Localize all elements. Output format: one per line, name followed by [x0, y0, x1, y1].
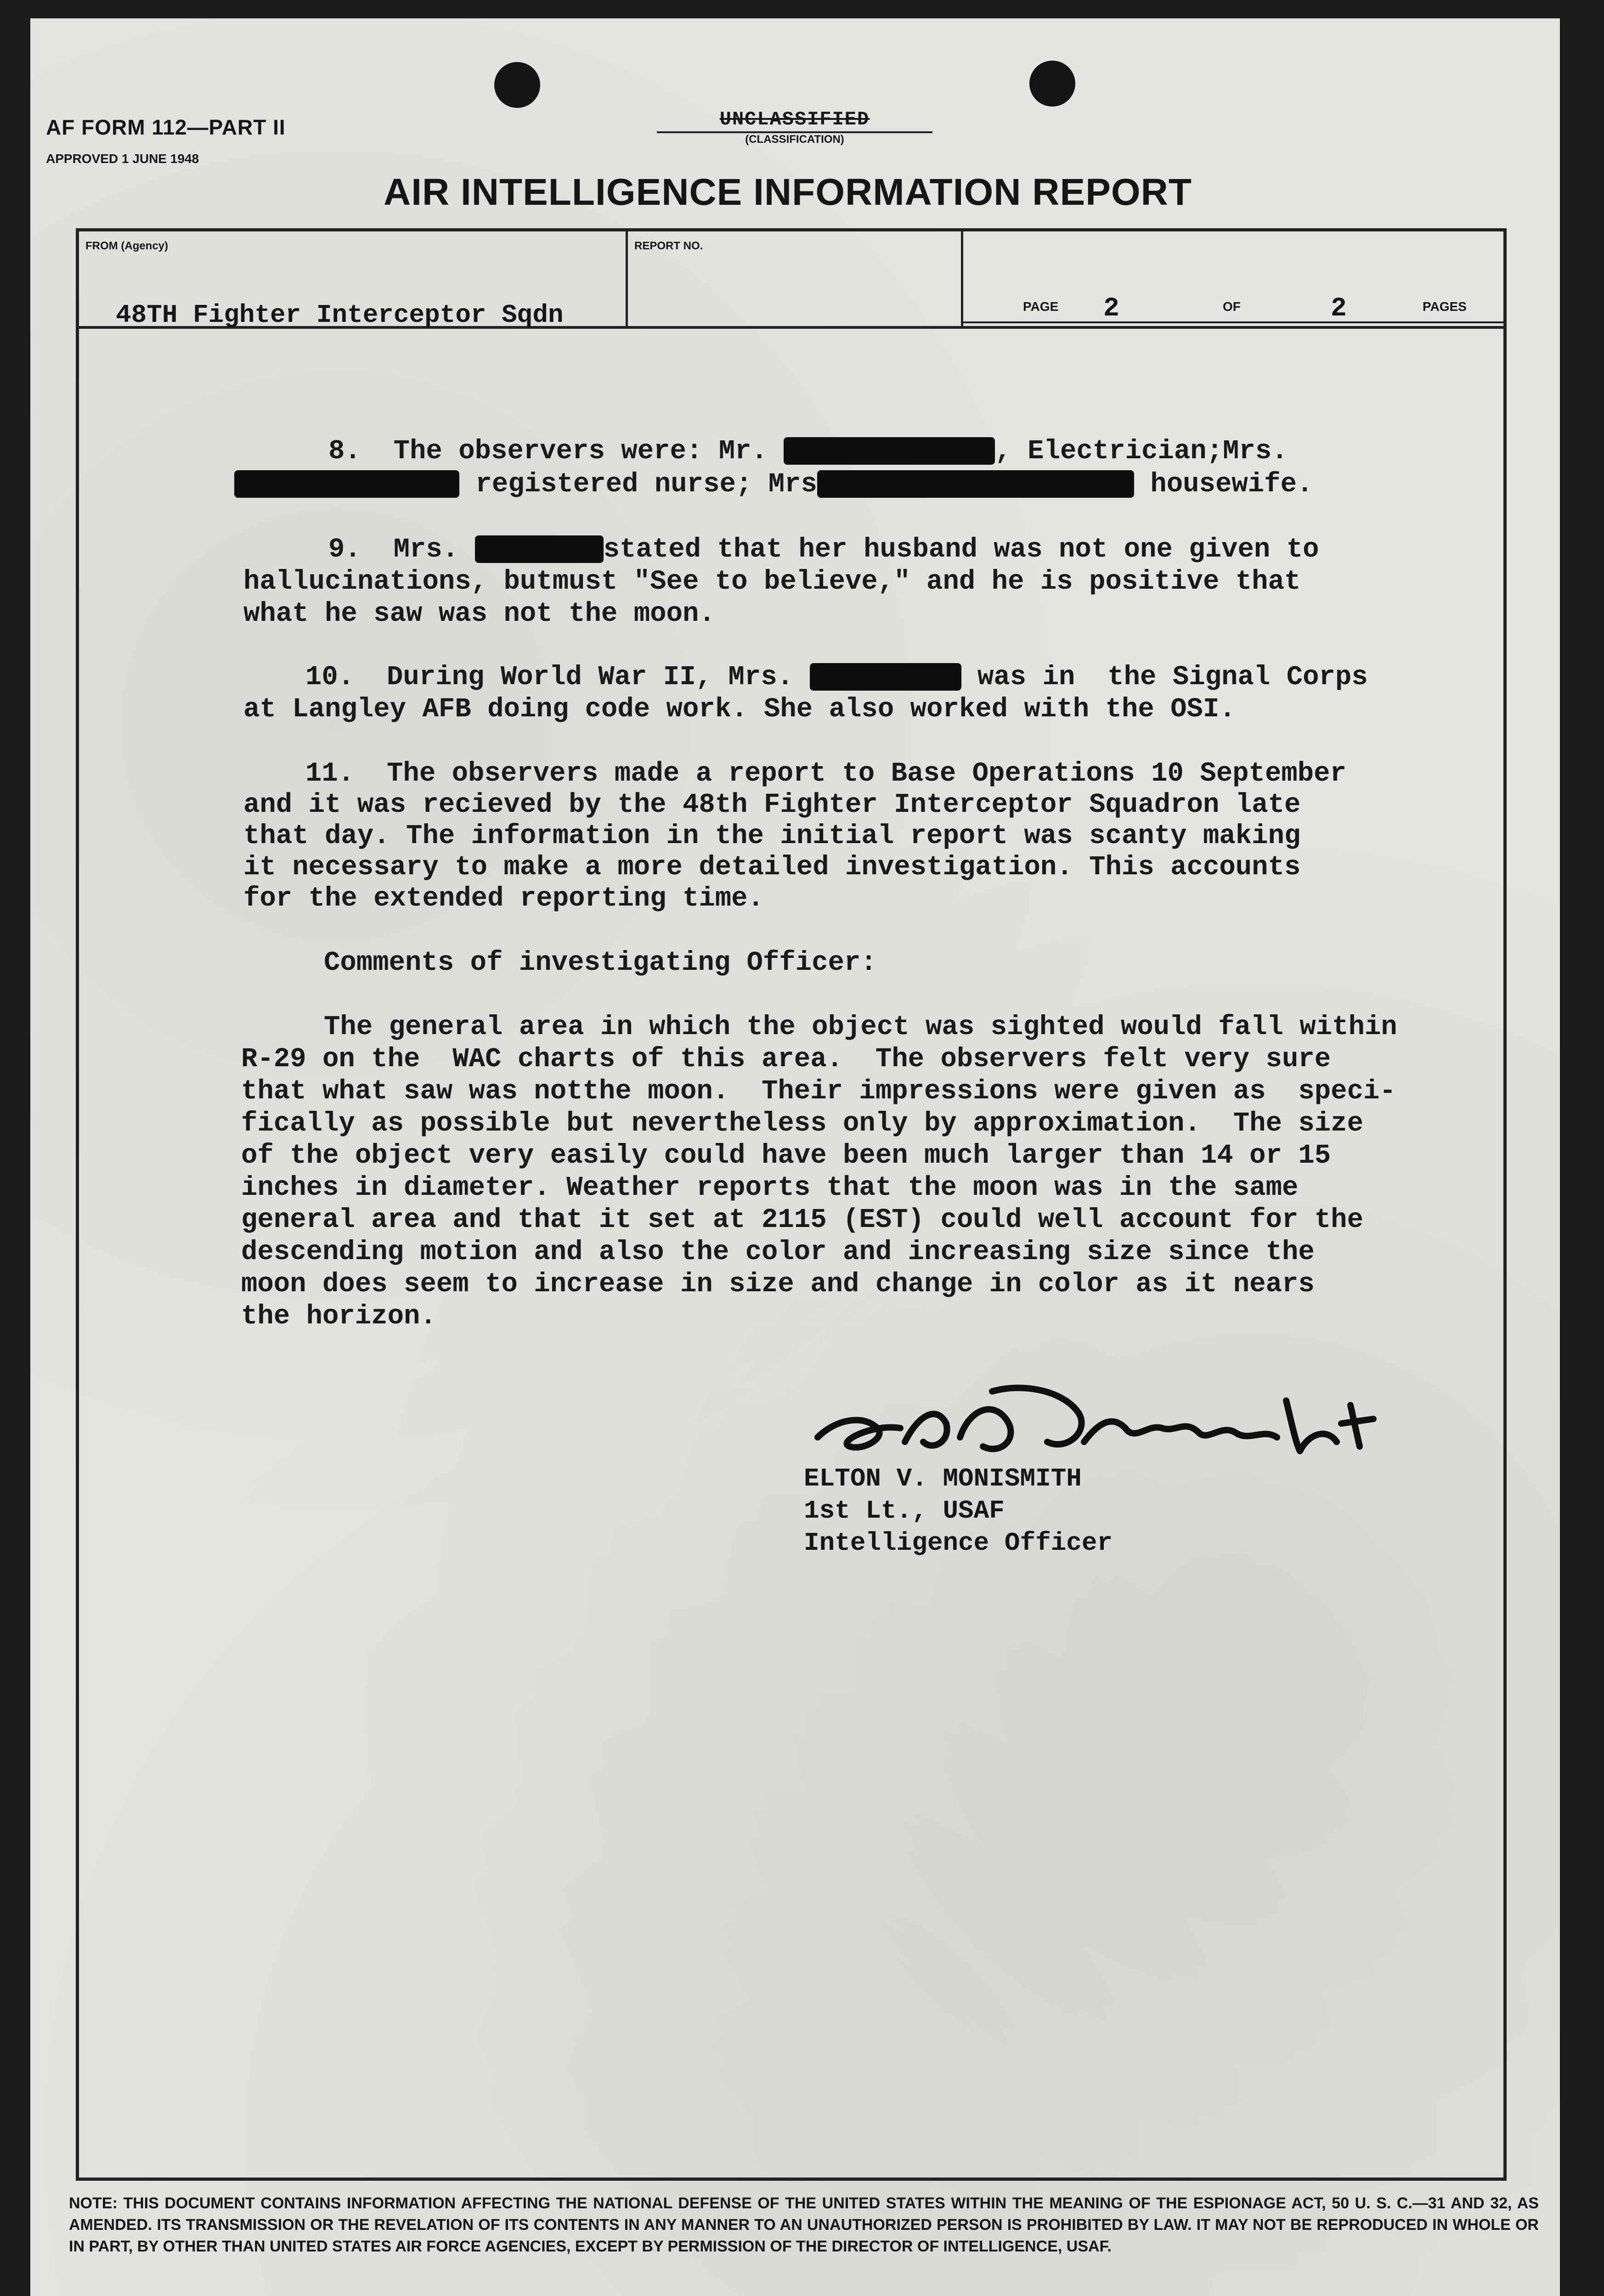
report-no-label: REPORT NO.	[634, 240, 703, 252]
page-number: 2	[1103, 294, 1119, 324]
comments-line1: The general area in which the object was sighted would fall within	[324, 1012, 1397, 1042]
header-row	[79, 231, 1503, 329]
from-cell	[79, 231, 628, 330]
para9-line2: hallucinations, butmust "See to believe," and he is positive that	[243, 566, 1301, 597]
para9-line1	[328, 534, 1592, 566]
redaction	[817, 470, 1134, 498]
classification-top	[657, 108, 932, 146]
para10-line2: at Langley AFB doing code work. She also worked with the OSI.	[243, 694, 1236, 725]
para9-text-a: 9. Mrs.	[328, 534, 459, 565]
comments-line10: the horizon.	[241, 1301, 436, 1332]
page-cell	[963, 231, 1505, 326]
para9-text-b: stated that her husband was not one given to	[603, 534, 1319, 565]
comments-line9: moon does seem to increase in size and change in color as it nears	[241, 1269, 1315, 1300]
punch-hole-left	[494, 62, 540, 108]
para11-line1: 11. The observers made a report to Base Operations 10 September	[305, 758, 1346, 789]
para11-line5: for the extended reporting time.	[243, 883, 764, 914]
para11-line3: that day. The information in the initial report was scanty making	[243, 821, 1301, 851]
comments-line7: general area and that it set at 2115 (EST) could well account for the	[241, 1204, 1363, 1235]
from-value: 48TH Fighter Interceptor Sqdn	[116, 300, 564, 330]
comments-heading: Comments of investigating Officer:	[324, 947, 877, 978]
classification-value: UNCLASSIFIED	[719, 108, 870, 130]
para8-text-d: housewife.	[1134, 469, 1313, 500]
para11-line2: and it was recieved by the 48th Fighter Interceptor Squadron late	[243, 789, 1301, 820]
page-label: PAGE	[1023, 299, 1059, 314]
para11-line4: it necessary to make a more detailed investigation. This accounts	[243, 852, 1301, 883]
comments-line3: that what saw was notthe moon. Their impressions were given as speci-	[241, 1076, 1396, 1107]
para8-text-b: , Electrician;Mrs.	[995, 436, 1288, 467]
para9-line3: what he saw was not the moon.	[243, 598, 715, 629]
para10-text-b: was in the Signal Corps	[961, 662, 1368, 692]
classification-label: (CLASSIFICATION)	[745, 133, 844, 146]
comments-line6: inches in diameter. Weather reports that the moon was in the same	[241, 1172, 1299, 1203]
page-total: 2	[1331, 294, 1347, 324]
comments-line4: fically as possible but nevertheless only by approximation. The size	[241, 1108, 1363, 1139]
redaction	[234, 470, 459, 498]
para8-text-a: 8. The observers were: Mr.	[328, 436, 768, 467]
signer-name: ELTON V. MONISMITH	[804, 1464, 1082, 1493]
para8-line1	[328, 435, 1592, 467]
espionage-act-notice: NOTE: THIS DOCUMENT CONTAINS INFORMATION AFFECTING THE NATIONAL DEFENSE OF THE UNITED STATES WITHIN THE MEANING OF THE ESPIONAGE ACT, 50 U. S. C.—31 AND 32, AS AMENDED. ITS TRANSMISSION OR THE REVELATION OF ITS CONTENTS IN ANY MANNER TO AN UNAUTHORIZED PERSON IS PROHIBITED BY LAW. IT MAY NOT BE REPRODUCED IN WHOLE OR IN PART, BY OTHER THAN UNITED STATES AIR FORCE AGENCIES, EXCEPT BY PERMISSION OF THE DIRECTOR OF INTELLIGENCE, USAF.	[69, 2195, 1539, 2255]
form-id: AF FORM 112—PART II	[46, 115, 286, 139]
signer-title: Intelligence Officer	[804, 1528, 1113, 1558]
page-divider	[963, 321, 1505, 323]
of-label: OF	[1223, 299, 1241, 314]
comments-line2: R-29 on the WAC charts of this area. The observers felt very sure	[241, 1044, 1331, 1075]
report-no-cell	[628, 231, 963, 326]
punch-hole-right	[1029, 61, 1075, 107]
approved-date: APPROVED 1 JUNE 1948	[46, 152, 199, 166]
para10-text-a: 10. During World War II, Mrs.	[305, 662, 794, 692]
signer-rank: 1st Lt., USAF	[804, 1496, 1005, 1525]
report-title: AIR INTELLIGENCE INFORMATION REPORT	[383, 171, 1192, 213]
para8-line2	[234, 468, 1497, 501]
redaction	[475, 535, 604, 563]
from-label: FROM (Agency)	[85, 240, 168, 252]
redaction	[810, 663, 961, 691]
signature-block	[804, 1463, 1113, 1559]
comments-line5: of the object very easily could have been much larger than 14 or 15	[241, 1140, 1331, 1171]
redaction	[784, 437, 995, 465]
para10-line1	[305, 661, 1569, 693]
pages-label: PAGES	[1423, 299, 1467, 314]
comments-line8: descending motion and also the color and increasing size since the	[241, 1237, 1315, 1267]
para8-text-c: registered nurse; Mrs	[459, 469, 817, 500]
